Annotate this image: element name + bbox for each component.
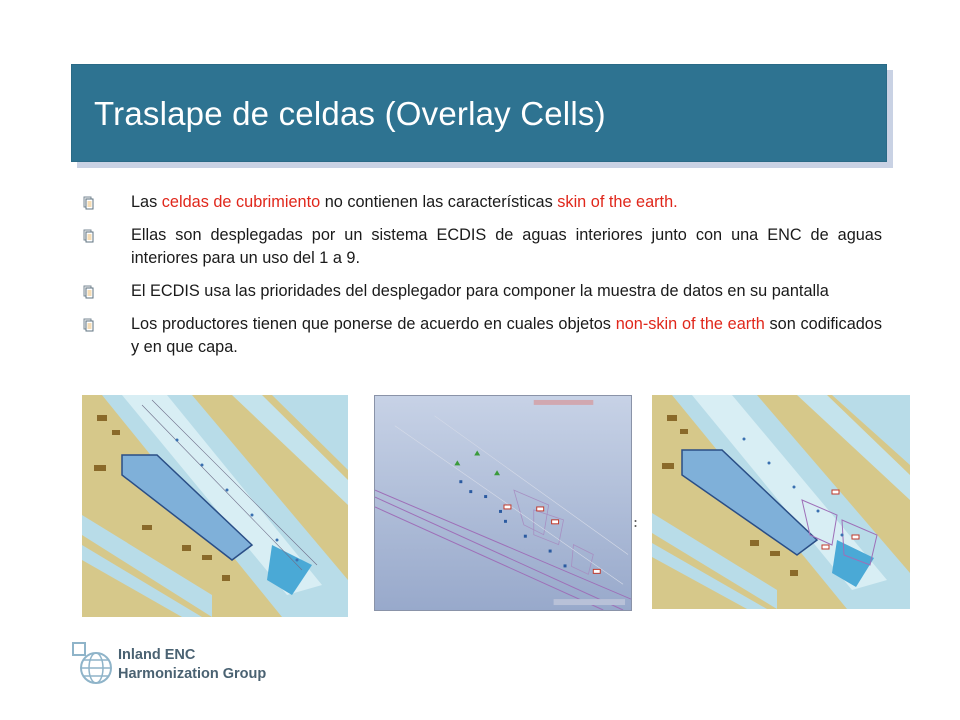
globe-logo-icon (72, 642, 112, 688)
bullet-item (82, 191, 882, 214)
title-bar (71, 64, 887, 162)
logo-line-1: Inland ENC (118, 647, 196, 663)
bullet-text (131, 226, 882, 267)
river-chart-illustration (82, 395, 348, 617)
overlay-cell-chart-image (374, 395, 632, 611)
bullet-icon (82, 318, 95, 332)
enc-base-chart-image (82, 395, 348, 617)
bullet-icon (82, 229, 95, 243)
stray-mark (634, 515, 637, 524)
bullet-text (131, 282, 829, 300)
logo-line-2: Harmonization Group (118, 666, 267, 682)
bullet-list (82, 191, 882, 369)
bullet-text (131, 193, 678, 211)
bullet-item (82, 224, 882, 270)
body-text: no contienen las características (320, 193, 558, 211)
bullet-text (131, 315, 882, 356)
combined-chart-illustration (652, 395, 910, 609)
bullet-icon (82, 196, 95, 210)
inland-enc-logo (72, 642, 267, 688)
bullet-icon (82, 285, 95, 299)
body-text: Los productores tienen que ponerse de acuerdo en cuales objetos (131, 315, 616, 333)
body-text: Las (131, 193, 162, 211)
overlay-chart-illustration (375, 396, 631, 610)
bullet-item (82, 280, 882, 303)
body-text: Ellas son desplegadas por un sistema ECDIS de aguas interiores junto con una ENC de aguas interiores para un uso del 1 a 9. (131, 226, 882, 267)
highlight-text: celdas de cubrimiento (161, 193, 321, 211)
page-title: Traslape de celdas (Overlay Cells) (94, 95, 606, 132)
bullet-item (82, 313, 882, 359)
body-text: El ECDIS usa las prioridades del desplegador para componer la muestra de datos en su pantalla (131, 282, 829, 300)
highlight-text: non-skin of the earth (615, 315, 765, 333)
highlight-text: skin of the earth. (557, 193, 678, 211)
body-text: son codificados y en que capa. (131, 315, 882, 356)
enc-combined-chart-image (652, 395, 910, 609)
